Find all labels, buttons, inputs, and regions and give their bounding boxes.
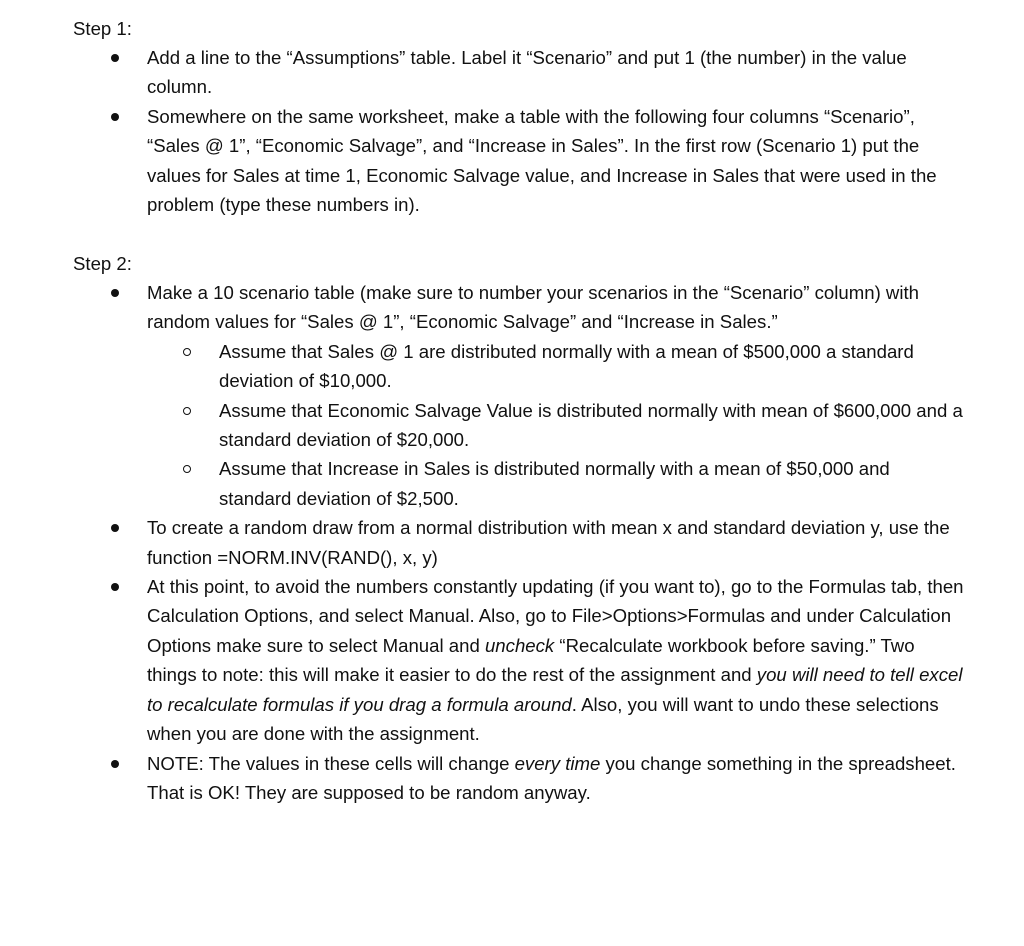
sublist-item-text: Assume that Economic Salvage Value is distributed normally with mean of $600,000 and a standard deviation of $20,000.: [219, 399, 963, 451]
emphasis-text: every time: [514, 752, 601, 774]
bullet-icon: [111, 289, 119, 297]
step1-item-text: Somewhere on the same worksheet, make a table with the following four columns “Scenario”, “Sales @ 1”, “Economic Salvage”, and “Increase in Sales”. In the first row (Scenario 1) put the values for Sales at time 1, Economic Salvage value, and Increase in Sales that were used in the problem (type these numbers in).: [147, 105, 937, 216]
step1-list: [0, 43, 1024, 219]
sublist-item: [0, 396, 964, 455]
step2-item-text: To create a random draw from a normal distribution with mean x and standard deviation y, use the function =NORM.INV(RAND(), x, y): [147, 517, 950, 568]
sublist-item-text: Assume that Increase in Sales is distributed normally with a mean of $50,000 and standard deviation of $2,500.: [219, 458, 890, 509]
list-item: [0, 572, 1024, 748]
bullet-icon: [111, 54, 119, 62]
step2-item-text: Make a 10 scenario table (make sure to number your scenarios in the “Scenario” column) with random values for “Sales @ 1”, “Economic Salvage” and “Increase in Sales.”: [147, 282, 919, 333]
bullet-icon: [111, 113, 119, 121]
text-run: you change something in the spreadsheet. That is OK! They are supposed to be random anyway.: [147, 752, 956, 803]
text-run: . Also, you will want to undo these selections when you are done with the assignment.: [147, 693, 939, 745]
text-run: NOTE: The values in these cells will change: [147, 752, 515, 774]
list-item: [0, 513, 1024, 572]
sublist-item: [0, 454, 964, 513]
distribution-sublist: [147, 337, 964, 513]
hollow-bullet-icon: [183, 407, 191, 415]
text-run: “Recalculate workbook before saving.” Two things to note: this will make it easier to do the rest of the assignment and: [147, 634, 915, 686]
list-item: [0, 43, 1024, 102]
hollow-bullet-icon: [183, 348, 191, 356]
step1-heading: Step 1:: [73, 18, 132, 39]
text-run: At this point, to avoid the numbers constantly updating (if you want to), go to the Formulas tab, then Calculation Options, and select Manual. Also, go to File>Options>Formulas and under Calculation Options make sure to select Manual and: [147, 576, 964, 656]
bullet-icon: [111, 760, 119, 768]
emphasis-text: uncheck: [484, 634, 555, 656]
list-item: [0, 749, 1024, 808]
hollow-bullet-icon: [183, 465, 191, 473]
sublist-item: [0, 337, 964, 396]
bullet-icon: [111, 583, 119, 591]
step2-heading: Step 2:: [73, 253, 132, 274]
list-item: [0, 278, 1024, 513]
sublist-item-text: Assume that Sales @ 1 are distributed normally with a mean of $500,000 a standard deviation of $10,000.: [219, 340, 914, 392]
step2-list: [0, 278, 1024, 807]
list-item: [0, 102, 1024, 220]
step1-item-text: Add a line to the “Assumptions” table. Label it “Scenario” and put 1 (the number) in the value column.: [147, 47, 907, 98]
bullet-icon: [111, 524, 119, 532]
emphasis-text: you will need to tell excel to recalculate formulas if you drag a formula around: [147, 664, 963, 715]
